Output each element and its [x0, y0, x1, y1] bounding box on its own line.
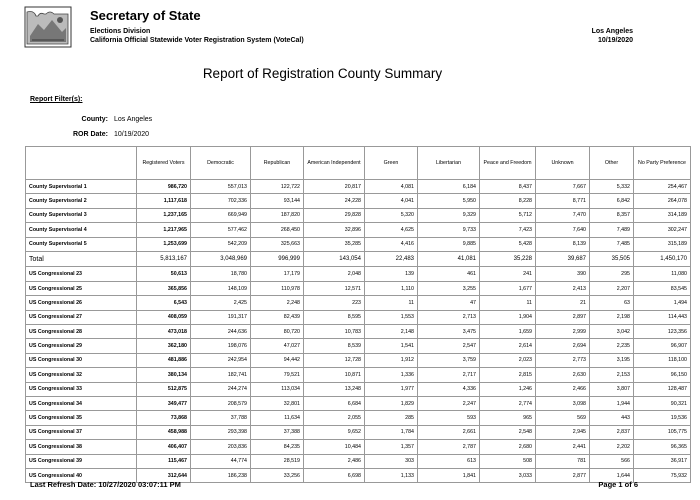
- party-count-cell: 17,179: [251, 267, 304, 281]
- party-count-cell: 8,539: [304, 339, 365, 353]
- party-count-cell: 191,317: [191, 310, 251, 324]
- registered-voters-cell: 362,180: [137, 339, 191, 353]
- table-row: [26, 180, 691, 194]
- party-count-cell: 1,829: [365, 396, 418, 410]
- district-name-cell: US Congressional 25: [26, 281, 137, 295]
- party-count-cell: 82,439: [251, 310, 304, 324]
- party-count-cell: 3,033: [480, 468, 536, 482]
- party-count-cell: 10,871: [304, 368, 365, 382]
- table-row: [26, 382, 691, 396]
- party-count-cell: 33,256: [251, 468, 304, 482]
- party-count-cell: 4,416: [365, 237, 418, 251]
- party-count-cell: 2,773: [536, 353, 590, 367]
- party-count-cell: 10,783: [304, 325, 365, 339]
- registered-voters-cell: 481,886: [137, 353, 191, 367]
- party-count-cell: 5,428: [480, 237, 536, 251]
- party-count-cell: 996,999: [251, 251, 304, 267]
- party-count-cell: 1,133: [365, 468, 418, 482]
- district-name-cell: US Congressional 34: [26, 396, 137, 410]
- party-count-cell: 1,357: [365, 440, 418, 454]
- party-count-cell: 113,034: [251, 382, 304, 396]
- party-count-cell: 566: [590, 454, 634, 468]
- party-count-cell: 29,828: [304, 208, 365, 222]
- party-count-cell: 4,041: [365, 194, 418, 208]
- column-header: Registered Voters: [137, 147, 191, 180]
- party-count-cell: 1,541: [365, 339, 418, 353]
- party-count-cell: 2,023: [480, 353, 536, 367]
- party-count-cell: 182,741: [191, 368, 251, 382]
- party-count-cell: 2,441: [536, 440, 590, 454]
- party-count-cell: 2,713: [418, 310, 480, 324]
- filter-county-row: [30, 112, 152, 127]
- party-count-cell: 7,423: [480, 223, 536, 237]
- party-count-cell: 186,238: [191, 468, 251, 482]
- table-row: [26, 396, 691, 410]
- registered-voters-cell: 408,059: [137, 310, 191, 324]
- party-count-cell: 303: [365, 454, 418, 468]
- district-name-cell: US Congressional 40: [26, 468, 137, 482]
- party-count-cell: 1,944: [590, 396, 634, 410]
- party-count-cell: 1,677: [480, 281, 536, 295]
- party-count-cell: 557,013: [191, 180, 251, 194]
- party-count-cell: 9,329: [418, 208, 480, 222]
- party-count-cell: 83,545: [634, 281, 691, 295]
- party-count-cell: 11,080: [634, 267, 691, 281]
- party-count-cell: 12,728: [304, 353, 365, 367]
- party-count-cell: 2,630: [536, 368, 590, 382]
- party-count-cell: 285: [365, 411, 418, 425]
- party-count-cell: 2,999: [536, 325, 590, 339]
- district-name-cell: US Congressional 27: [26, 310, 137, 324]
- table-row: [26, 310, 691, 324]
- party-count-cell: 3,048,969: [191, 251, 251, 267]
- district-name-cell: US Congressional 38: [26, 440, 137, 454]
- table-row: [26, 368, 691, 382]
- party-count-cell: 295: [590, 267, 634, 281]
- party-count-cell: 3,475: [418, 325, 480, 339]
- party-count-cell: 84,235: [251, 440, 304, 454]
- district-name-cell: US Congressional 29: [26, 339, 137, 353]
- party-count-cell: 11: [365, 296, 418, 310]
- party-count-cell: 2,815: [480, 368, 536, 382]
- party-count-cell: 2,466: [536, 382, 590, 396]
- party-count-cell: 2,547: [418, 339, 480, 353]
- registered-voters-cell: 406,407: [137, 440, 191, 454]
- party-count-cell: 122,722: [251, 180, 304, 194]
- table-row: [26, 353, 691, 367]
- district-name-cell: US Congressional 33: [26, 382, 137, 396]
- district-name-cell: County Supervisorial 1: [26, 180, 137, 194]
- party-count-cell: 244,274: [191, 382, 251, 396]
- header-right-info: [592, 27, 633, 45]
- registered-voters-cell: 365,856: [137, 281, 191, 295]
- table-row: [26, 339, 691, 353]
- party-count-cell: 6,684: [304, 396, 365, 410]
- party-count-cell: 2,945: [536, 425, 590, 439]
- party-count-cell: 110,978: [251, 281, 304, 295]
- party-count-cell: 4,336: [418, 382, 480, 396]
- party-count-cell: 203,836: [191, 440, 251, 454]
- district-name-cell: US Congressional 32: [26, 368, 137, 382]
- party-count-cell: 35,228: [480, 251, 536, 267]
- party-count-cell: 1,246: [480, 382, 536, 396]
- party-count-cell: 8,139: [536, 237, 590, 251]
- district-name-cell: US Congressional 39: [26, 454, 137, 468]
- party-count-cell: 2,153: [590, 368, 634, 382]
- party-count-cell: 21: [536, 296, 590, 310]
- party-count-cell: 28,519: [251, 454, 304, 468]
- party-count-cell: 2,202: [590, 440, 634, 454]
- district-name-cell: US Congressional 23: [26, 267, 137, 281]
- party-count-cell: 41,081: [418, 251, 480, 267]
- party-count-cell: 8,437: [480, 180, 536, 194]
- party-count-cell: 2,717: [418, 368, 480, 382]
- system-name: California Official Statewide Voter Registration System (VoteCal): [90, 37, 304, 44]
- party-count-cell: 20,817: [304, 180, 365, 194]
- party-count-cell: 542,209: [191, 237, 251, 251]
- table-row: [26, 223, 691, 237]
- party-count-cell: 508: [480, 454, 536, 468]
- registered-voters-cell: 1,253,699: [137, 237, 191, 251]
- registered-voters-cell: 50,613: [137, 267, 191, 281]
- party-count-cell: 2,413: [536, 281, 590, 295]
- party-count-cell: 5,320: [365, 208, 418, 222]
- table-row: [26, 325, 691, 339]
- party-count-cell: 264,078: [634, 194, 691, 208]
- party-count-cell: 139: [365, 267, 418, 281]
- party-count-cell: 187,820: [251, 208, 304, 222]
- party-count-cell: 9,652: [304, 425, 365, 439]
- party-count-cell: 6,698: [304, 468, 365, 482]
- filter-ror-label: ROR Date:: [72, 131, 108, 138]
- party-count-cell: 2,837: [590, 425, 634, 439]
- party-count-cell: 93,144: [251, 194, 304, 208]
- party-count-cell: 47: [418, 296, 480, 310]
- party-count-cell: 293,398: [191, 425, 251, 439]
- registered-voters-cell: 512,875: [137, 382, 191, 396]
- party-count-cell: 2,248: [251, 296, 304, 310]
- party-count-cell: 2,774: [480, 396, 536, 410]
- party-count-cell: 8,228: [480, 194, 536, 208]
- column-header: Peace and Freedom: [480, 147, 536, 180]
- table-row: [26, 208, 691, 222]
- filters-heading: Report Filter(s):: [30, 96, 83, 103]
- party-count-cell: 302,247: [634, 223, 691, 237]
- column-header: [26, 147, 137, 180]
- header-subtitle: [90, 27, 304, 45]
- party-count-cell: 1,110: [365, 281, 418, 295]
- table-row: [26, 281, 691, 295]
- party-count-cell: 314,189: [634, 208, 691, 222]
- party-count-cell: 35,285: [304, 237, 365, 251]
- registered-voters-cell: 312,644: [137, 468, 191, 482]
- table-row: [26, 237, 691, 251]
- party-count-cell: 1,553: [365, 310, 418, 324]
- party-count-cell: 1,977: [365, 382, 418, 396]
- party-count-cell: 5,332: [590, 180, 634, 194]
- party-count-cell: 35,505: [590, 251, 634, 267]
- district-name-cell: US Congressional 30: [26, 353, 137, 367]
- party-count-cell: 79,521: [251, 368, 304, 382]
- party-count-cell: 3,255: [418, 281, 480, 295]
- table-body: [26, 180, 691, 483]
- party-count-cell: 7,470: [536, 208, 590, 222]
- party-count-cell: 325,663: [251, 237, 304, 251]
- party-count-cell: 1,336: [365, 368, 418, 382]
- total-row: [26, 251, 691, 267]
- party-count-cell: 390: [536, 267, 590, 281]
- party-count-cell: 90,321: [634, 396, 691, 410]
- header-date: 10/19/2020: [597, 37, 633, 44]
- party-count-cell: 593: [418, 411, 480, 425]
- party-count-cell: 2,661: [418, 425, 480, 439]
- district-name-cell: US Congressional 37: [26, 425, 137, 439]
- party-count-cell: 268,450: [251, 223, 304, 237]
- party-count-cell: 96,907: [634, 339, 691, 353]
- party-count-cell: 443: [590, 411, 634, 425]
- party-count-cell: 8,595: [304, 310, 365, 324]
- column-header: Unknown: [536, 147, 590, 180]
- party-count-cell: 2,425: [191, 296, 251, 310]
- party-count-cell: 11,634: [251, 411, 304, 425]
- party-count-cell: 10,484: [304, 440, 365, 454]
- party-count-cell: 2,048: [304, 267, 365, 281]
- filter-ror-value: 10/19/2020: [114, 131, 150, 138]
- party-count-cell: 7,489: [590, 223, 634, 237]
- party-count-cell: 242,954: [191, 353, 251, 367]
- registered-voters-cell: 1,217,965: [137, 223, 191, 237]
- party-count-cell: 1,784: [365, 425, 418, 439]
- party-count-cell: 2,198: [590, 310, 634, 324]
- table-row: [26, 194, 691, 208]
- registered-voters-cell: 5,813,167: [137, 251, 191, 267]
- party-count-cell: 2,235: [590, 339, 634, 353]
- division-name: Elections Division: [90, 28, 151, 35]
- party-count-cell: 11: [480, 296, 536, 310]
- party-count-cell: 1,644: [590, 468, 634, 482]
- party-count-cell: 223: [304, 296, 365, 310]
- table-row: [26, 267, 691, 281]
- party-count-cell: 965: [480, 411, 536, 425]
- party-count-cell: 2,486: [304, 454, 365, 468]
- registered-voters-cell: 380,134: [137, 368, 191, 382]
- district-name-cell: US Congressional 35: [26, 411, 137, 425]
- party-count-cell: 96,150: [634, 368, 691, 382]
- table-row: [26, 440, 691, 454]
- party-count-cell: 2,548: [480, 425, 536, 439]
- party-count-cell: 254,467: [634, 180, 691, 194]
- party-count-cell: 9,733: [418, 223, 480, 237]
- party-count-cell: 148,109: [191, 281, 251, 295]
- party-count-cell: 613: [418, 454, 480, 468]
- party-count-cell: 4,625: [365, 223, 418, 237]
- party-count-cell: 5,950: [418, 194, 480, 208]
- party-count-cell: 7,640: [536, 223, 590, 237]
- registration-summary-table: [25, 146, 691, 483]
- column-header: Libertarian: [418, 147, 480, 180]
- party-count-cell: 19,536: [634, 411, 691, 425]
- district-name-cell: County Supervisorial 3: [26, 208, 137, 222]
- filter-county-value: Los Angeles: [114, 116, 153, 123]
- party-count-cell: 118,100: [634, 353, 691, 367]
- party-count-cell: 3,759: [418, 353, 480, 367]
- party-count-cell: 9,885: [418, 237, 480, 251]
- table-row: [26, 411, 691, 425]
- agency-title: Secretary of State: [90, 8, 201, 23]
- party-count-cell: 5,712: [480, 208, 536, 222]
- registered-voters-cell: 473,018: [137, 325, 191, 339]
- header-county: Los Angeles: [591, 28, 633, 35]
- party-count-cell: 63: [590, 296, 634, 310]
- table-row: [26, 454, 691, 468]
- party-count-cell: 1,659: [480, 325, 536, 339]
- party-count-cell: 8,771: [536, 194, 590, 208]
- party-count-cell: 3,807: [590, 382, 634, 396]
- registered-voters-cell: 115,467: [137, 454, 191, 468]
- party-count-cell: 2,207: [590, 281, 634, 295]
- party-count-cell: 1,912: [365, 353, 418, 367]
- district-name-cell: County Supervisorial 5: [26, 237, 137, 251]
- party-count-cell: 22,483: [365, 251, 418, 267]
- party-count-cell: 32,896: [304, 223, 365, 237]
- party-count-cell: 2,247: [418, 396, 480, 410]
- report-filters: [30, 96, 152, 142]
- party-count-cell: 12,571: [304, 281, 365, 295]
- party-count-cell: 114,443: [634, 310, 691, 324]
- party-count-cell: 3,098: [536, 396, 590, 410]
- party-count-cell: 3,042: [590, 325, 634, 339]
- party-count-cell: 669,949: [191, 208, 251, 222]
- party-count-cell: 128,487: [634, 382, 691, 396]
- party-count-cell: 39,687: [536, 251, 590, 267]
- table-row: [26, 296, 691, 310]
- party-count-cell: 37,788: [191, 411, 251, 425]
- last-refresh-date: Last Refresh Date: 10/27/2020 03:07:11 PM: [30, 480, 181, 489]
- party-count-cell: 2,055: [304, 411, 365, 425]
- registered-voters-cell: 349,477: [137, 396, 191, 410]
- party-count-cell: 1,450,170: [634, 251, 691, 267]
- column-header: American Independent: [304, 147, 365, 180]
- party-count-cell: 2,897: [536, 310, 590, 324]
- party-count-cell: 94,442: [251, 353, 304, 367]
- column-header: Green: [365, 147, 418, 180]
- party-count-cell: 2,680: [480, 440, 536, 454]
- district-name-cell: County Supervisorial 4: [26, 223, 137, 237]
- registered-voters-cell: 458,988: [137, 425, 191, 439]
- party-count-cell: 32,801: [251, 396, 304, 410]
- party-count-cell: 2,787: [418, 440, 480, 454]
- party-count-cell: 96,365: [634, 440, 691, 454]
- party-count-cell: 569: [536, 411, 590, 425]
- california-seal-icon: [24, 6, 72, 48]
- party-count-cell: 315,189: [634, 237, 691, 251]
- party-count-cell: 105,775: [634, 425, 691, 439]
- registered-voters-cell: 1,237,165: [137, 208, 191, 222]
- party-count-cell: 3,195: [590, 353, 634, 367]
- column-header: Republican: [251, 147, 304, 180]
- party-count-cell: 1,494: [634, 296, 691, 310]
- party-count-cell: 1,904: [480, 310, 536, 324]
- table-header-row: [26, 147, 691, 180]
- party-count-cell: 75,932: [634, 468, 691, 482]
- registered-voters-cell: 986,720: [137, 180, 191, 194]
- party-count-cell: 6,842: [590, 194, 634, 208]
- party-count-cell: 143,054: [304, 251, 365, 267]
- table-row: [26, 425, 691, 439]
- filter-county-label: County:: [81, 116, 108, 123]
- party-count-cell: 2,614: [480, 339, 536, 353]
- district-name-cell: County Supervisorial 2: [26, 194, 137, 208]
- party-count-cell: 577,462: [191, 223, 251, 237]
- column-header: Other: [590, 147, 634, 180]
- party-count-cell: 13,248: [304, 382, 365, 396]
- party-count-cell: 2,877: [536, 468, 590, 482]
- party-count-cell: 2,694: [536, 339, 590, 353]
- party-count-cell: 123,356: [634, 325, 691, 339]
- party-count-cell: 24,228: [304, 194, 365, 208]
- party-count-cell: 7,667: [536, 180, 590, 194]
- page-indicator: Page 1 of 6: [598, 480, 638, 489]
- registered-voters-cell: 73,868: [137, 411, 191, 425]
- district-name-cell: US Congressional 28: [26, 325, 137, 339]
- party-count-cell: 208,579: [191, 396, 251, 410]
- party-count-cell: 80,720: [251, 325, 304, 339]
- party-count-cell: 2,148: [365, 325, 418, 339]
- district-name-cell: US Congressional 26: [26, 296, 137, 310]
- party-count-cell: 461: [418, 267, 480, 281]
- party-count-cell: 702,336: [191, 194, 251, 208]
- party-count-cell: 18,780: [191, 267, 251, 281]
- party-count-cell: 244,636: [191, 325, 251, 339]
- party-count-cell: 7,485: [590, 237, 634, 251]
- party-count-cell: 6,184: [418, 180, 480, 194]
- party-count-cell: 4,081: [365, 180, 418, 194]
- report-title: Report of Registration County Summary: [202, 66, 443, 81]
- column-header: No Party Preference: [634, 147, 691, 180]
- column-header: Democratic: [191, 147, 251, 180]
- registered-voters-cell: 1,117,618: [137, 194, 191, 208]
- party-count-cell: 8,357: [590, 208, 634, 222]
- district-name-cell: Total: [26, 251, 137, 267]
- party-count-cell: 44,774: [191, 454, 251, 468]
- party-count-cell: 47,027: [251, 339, 304, 353]
- party-count-cell: 781: [536, 454, 590, 468]
- party-count-cell: 1,841: [418, 468, 480, 482]
- filter-ror-row: [30, 127, 152, 142]
- registered-voters-cell: 6,543: [137, 296, 191, 310]
- party-count-cell: 241: [480, 267, 536, 281]
- party-count-cell: 37,388: [251, 425, 304, 439]
- party-count-cell: 198,076: [191, 339, 251, 353]
- party-count-cell: 36,917: [634, 454, 691, 468]
